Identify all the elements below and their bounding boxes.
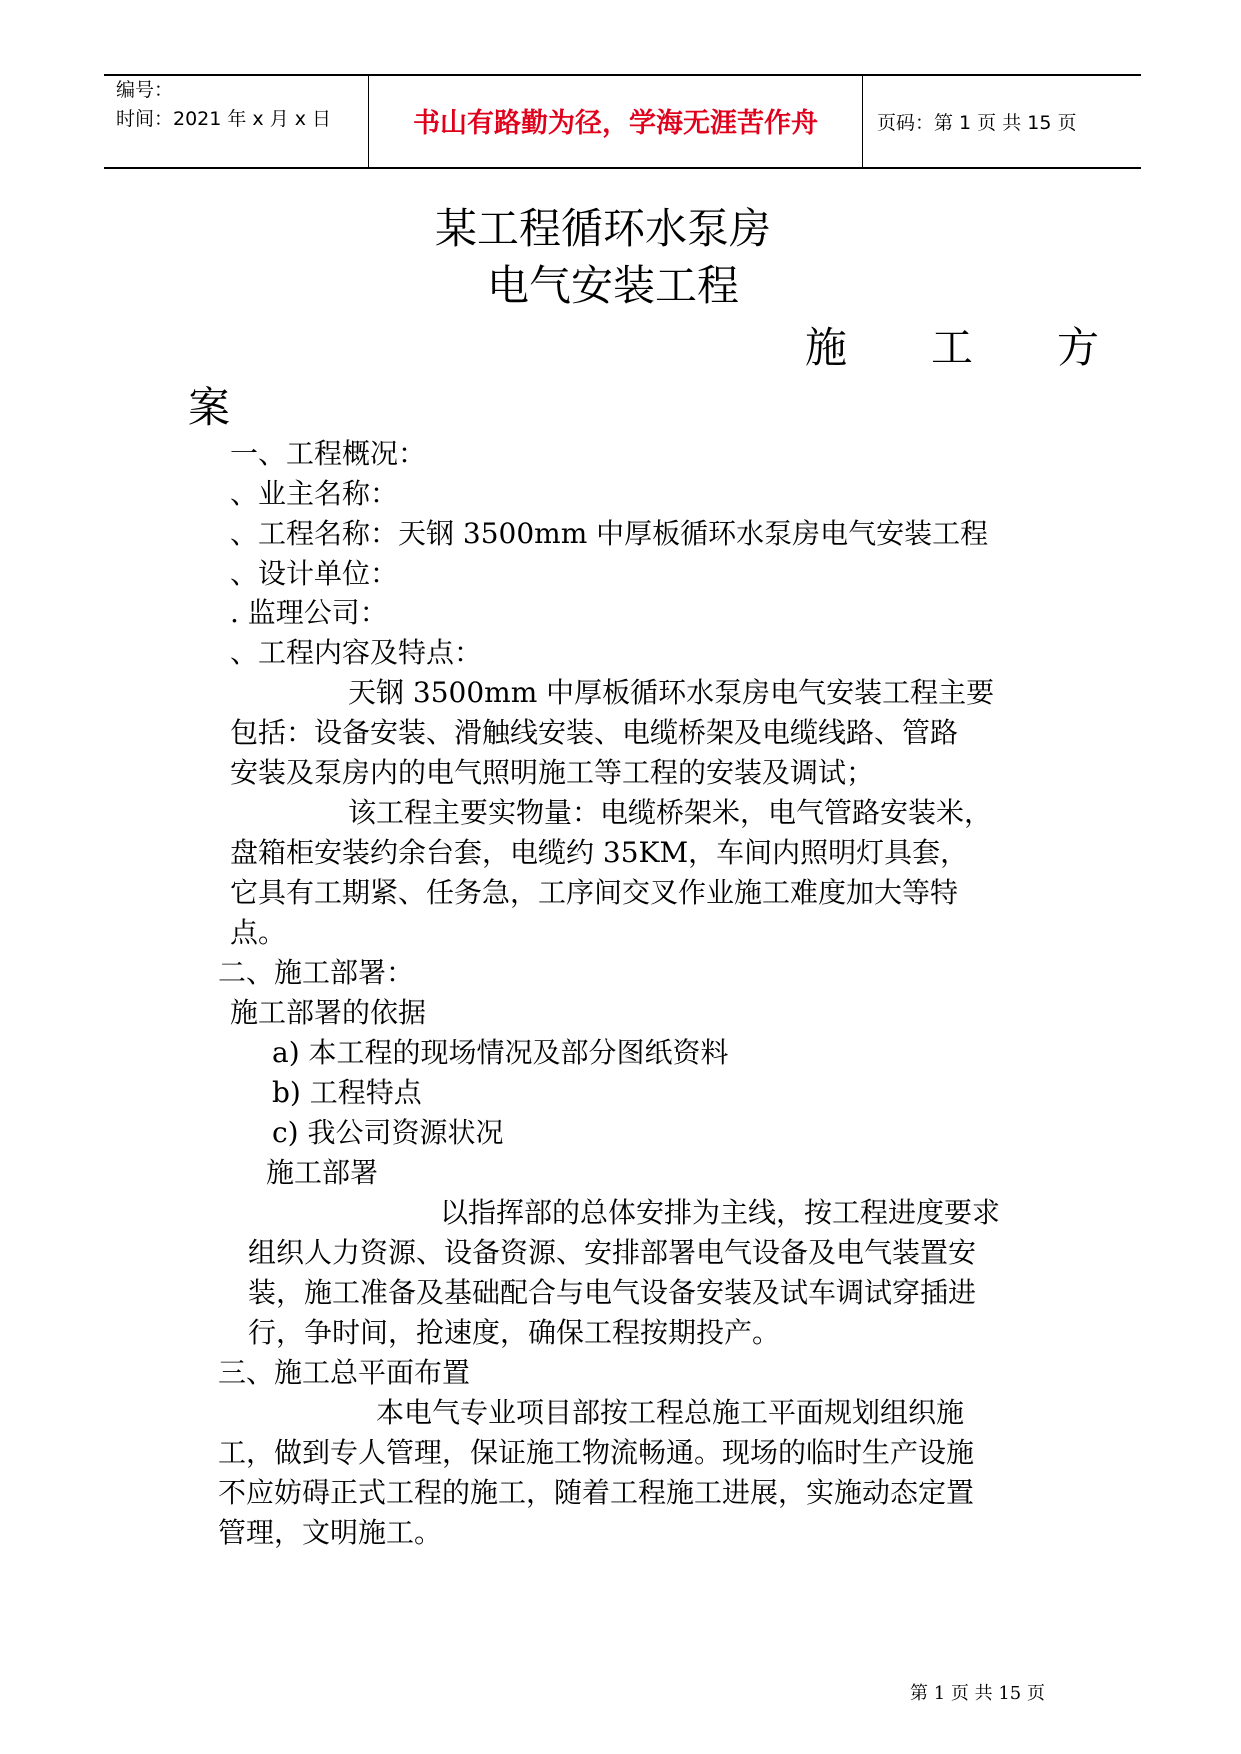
list-item: a) 本工程的现场情况及部分图纸资料	[272, 1036, 729, 1069]
title-line-2: 电气安装工程	[487, 261, 740, 310]
header-motto-cell	[369, 76, 863, 167]
section-heading: 一、工程概况：	[230, 437, 427, 470]
page-footer: 第 1 页 共 15 页	[910, 1683, 1045, 1704]
serial-label: 编号：	[116, 79, 174, 101]
section-heading: 二、施工部署：	[218, 956, 415, 989]
paragraph-line: 它具有工期紧、任务急，工序间交叉作业施工难度加大等特	[230, 876, 959, 909]
paragraph-line: 工，做到专人管理，保证施工物流畅通。现场的临时生产设施	[218, 1436, 975, 1469]
paragraph-line: 本电气专业项目部按工程总施工平面规划组织施	[376, 1396, 965, 1429]
header-page-cell	[863, 76, 1141, 167]
paragraph-line: 天钢 3500mm 中厚板循环水泵房电气安装工程主要	[348, 676, 995, 709]
page-header	[104, 74, 1141, 169]
title-line-3: 施 工 方	[805, 323, 1100, 372]
page-code: 页码：第 1 页 共 15 页	[877, 112, 1077, 134]
body-line: 、业主名称：	[230, 477, 399, 510]
paragraph-line: 管理，文明施工。	[218, 1516, 443, 1549]
paragraph-line: 以指挥部的总体安排为主线，按工程进度要求	[440, 1196, 1001, 1229]
paragraph-line: 装，施工准备及基础配合与电气设备安装及试车调试穿插进	[248, 1276, 977, 1309]
list-item: c) 我公司资源状况	[272, 1116, 504, 1149]
paragraph-line: 点。	[230, 916, 287, 949]
list-item: b) 工程特点	[272, 1076, 422, 1109]
motto: 书山有路勤为径，学海无涯苦作舟	[413, 108, 818, 139]
paragraph-line: 组织人力资源、设备资源、安排部署电气设备及电气装置安	[248, 1236, 977, 1269]
paragraph-line: 安装及泵房内的电气照明施工等工程的安装及调试；	[230, 756, 875, 789]
paragraph-line: 盘箱柜安装约余台套，电缆约 35KM，车间内照明灯具套，	[230, 836, 969, 869]
body-line: . 监理公司：	[230, 596, 388, 629]
subsection-heading: 施工部署的依据	[230, 996, 427, 1029]
body-line: 、工程名称：天钢 3500mm 中厚板循环水泵房电气安装工程	[230, 517, 989, 550]
paragraph-line: 包括：设备安装、滑触线安装、电缆桥架及电缆线路、管路	[230, 716, 959, 749]
paragraph-line: 该工程主要实物量：电缆桥架米，电气管路安装米，	[348, 796, 993, 829]
body-line: 、设计单位：	[230, 557, 399, 590]
section-heading: 三、施工总平面布置	[218, 1356, 471, 1389]
title-line-4: 案	[188, 383, 231, 432]
title-line-1: 某工程循环水泵房	[435, 204, 772, 253]
paragraph-line: 行，争时间，抢速度，确保工程按期投产。	[248, 1316, 781, 1349]
date-label: 时间：2021 年 x 月 x 日	[116, 108, 332, 130]
header-info-cell	[104, 76, 369, 167]
body-line: 、工程内容及特点：	[230, 636, 483, 669]
subsection-heading: 施工部署	[266, 1156, 379, 1189]
paragraph-line: 不应妨碍正式工程的施工，随着工程施工进展，实施动态定置	[218, 1476, 975, 1509]
